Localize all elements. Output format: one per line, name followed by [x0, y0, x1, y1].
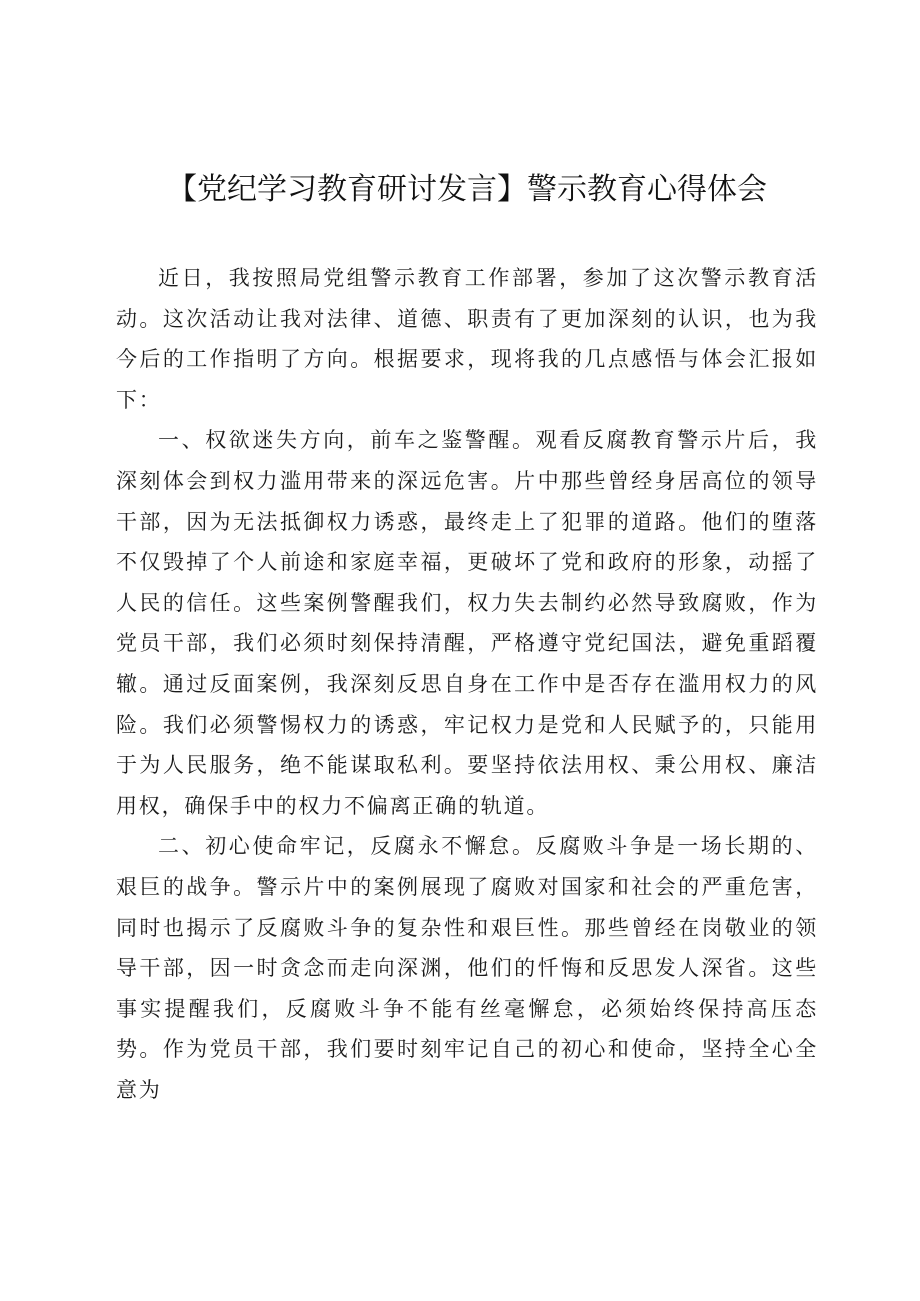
document-title: 【党纪学习教育研讨发言】警示教育心得体会	[167, 172, 767, 207]
document-body	[116, 258, 818, 1110]
paragraph-point-one: 一、权欲迷失方向，前车之鉴警醒。观看反腐教育警示片后，我深刻体会到权力滥用带来的深远危害。片中那些曾经身居高位的领导干部，因为无法抵御权力诱惑，最终走上了犯罪的道路。他们的堕落不仅毁掉了个人前途和家庭幸福，更破坏了党和政府的形象，动摇了人民的信任。这些案例警醒我们，权力失去制约必然导致腐败，作为党员干部，我们必须时刻保持清醒，严格遵守党纪国法，避免重蹈覆辙。通过反面案例，我深刻反思自身在工作中是否存在滥用权力的风险。我们必须警惕权力的诱惑，牢记权力是党和人民赋予的，只能用于为人民服务，绝不能谋取私利。要坚持依法用权、秉公用权、廉洁用权，确保手中的权力不偏离正确的轨道。	[116, 428, 818, 818]
paragraph-point-two: 二、初心使命牢记，反腐永不懈怠。反腐败斗争是一场长期的、艰巨的战争。警示片中的案例展现了腐败对国家和社会的严重危害，同时也揭示了反腐败斗争的复杂性和艰巨性。那些曾经在岗敬业的领导干部，因一时贪念而走向深渊，他们的忏悔和反思发人深省。这些事实提醒我们，反腐败斗争不能有丝毫懈怠，必须始终保持高压态势。作为党员干部，我们要时刻牢记自己的初心和使命，坚持全心全意为	[116, 834, 818, 1102]
paragraph-intro: 近日，我按照局党组警示教育工作部署，参加了这次警示教育活动。这次活动让我对法律、道德、职责有了更加深刻的认识，也为我今后的工作指明了方向。根据要求，现将我的几点感悟与体会汇报如下：	[116, 266, 818, 412]
